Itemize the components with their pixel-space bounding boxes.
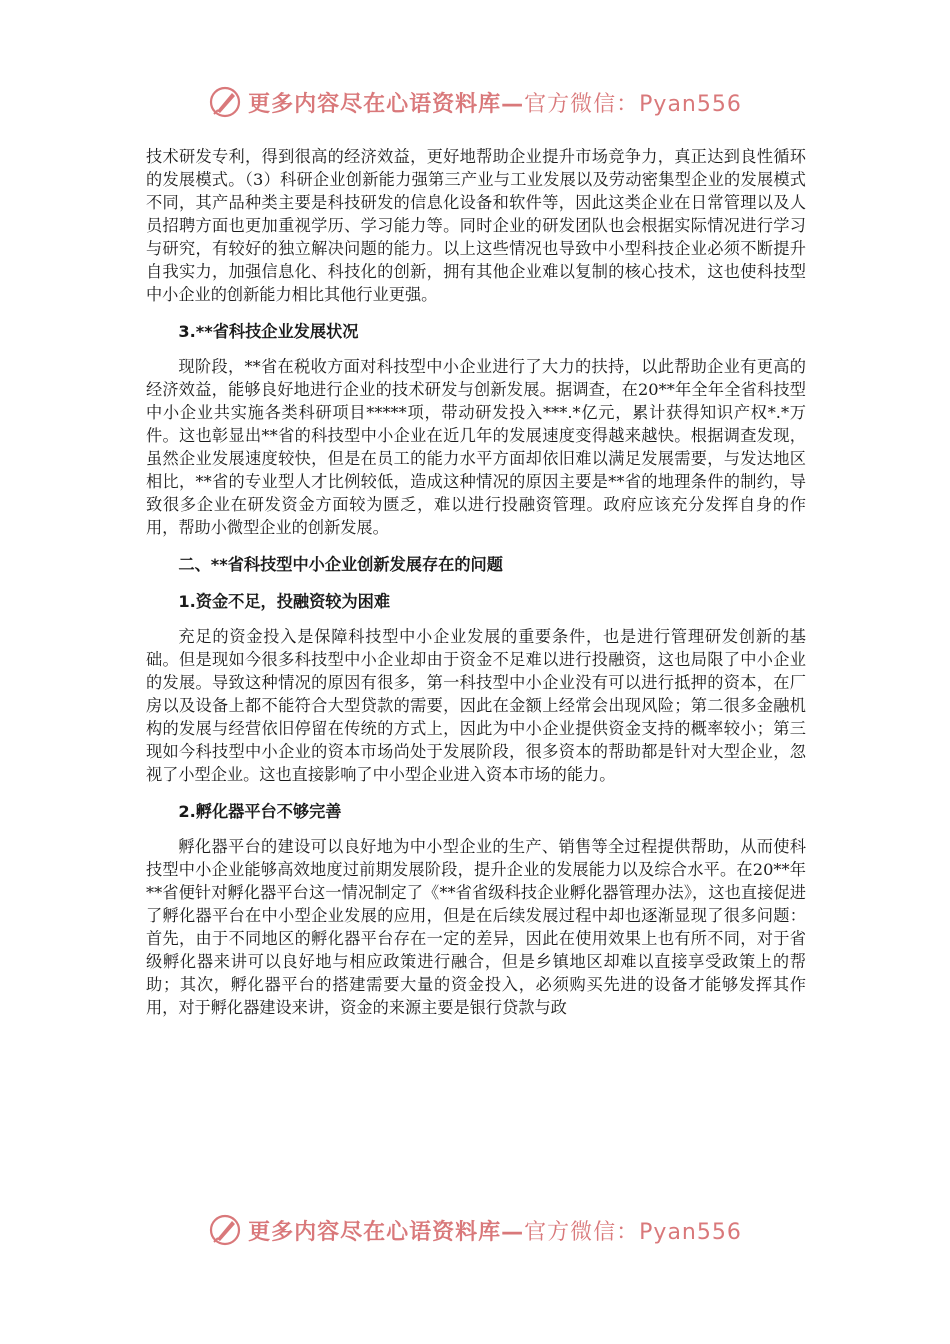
heading-incubator-platform: 2.孵化器平台不够完善 bbox=[178, 802, 342, 821]
header-wechat-label: 官方微信： bbox=[524, 91, 640, 117]
quill-logo-icon bbox=[208, 85, 242, 119]
header-banner bbox=[0, 80, 950, 124]
quill-logo-icon bbox=[208, 1213, 242, 1247]
footer-banner-text bbox=[248, 1215, 742, 1246]
header-banner-dash: — bbox=[501, 91, 525, 117]
footer-wechat-label: 官方微信： bbox=[524, 1219, 640, 1245]
heading-insufficient-funds: 1.资金不足，投融资较为困难 bbox=[178, 592, 391, 611]
paragraph-incubator-platform: 孵化器平台的建设可以良好地为中小型企业的生产、销售等全过程提供帮助，从而使科技型中小企业能够高效地度过前期发展阶段，提升企业的发展能力以及综合水平。在20**年**省便针对孵化器平台这一情况制定了《**省省级科技企业孵化器管理办法》，这也直接促进了孵化器平台在中小型企业发展的应用，但是在后续发展过程中却也逐渐显现了很多问题：首先，由于不同地区的孵化器平台存在一定的差异，因此在使用效果上也有所不同，对于省级孵化器来讲可以良好地与相应政策进行融合，但是乡镇地区却难以直接享受政策上的帮助；其次，孵化器平台的搭建需要大量的资金投入，必须购买先进的设备才能够发挥其作用，对于孵化器建设来讲，资金的来源主要是银行贷款与政 bbox=[146, 837, 806, 1017]
footer-banner bbox=[0, 1208, 950, 1252]
heading-provincial-status: 3.**省科技企业发展状况 bbox=[178, 322, 359, 341]
footer-wechat-id: Pyan556 bbox=[639, 1219, 742, 1245]
document-body bbox=[146, 145, 806, 1019]
section-heading-problems: 二、**省科技型中小企业创新发展存在的问题 bbox=[178, 555, 503, 574]
paragraph-provincial-status: 现阶段，**省在税收方面对科技型中小企业进行了大力的扶持，以此帮助企业有更高的经济效益，能够良好地进行企业的技术研发与创新发展。据调查，在20**年全年全省科技型中小企业共实施各类科研项目*****项，带动研发投入***.*亿元，累计获得知识产权*.*万件。这也彰显出**省的科技型中小企业在近几年的发展速度变得越来越快。根据调查发现，虽然企业发展速度较快，但是在员工的能力水平方面却依旧难以满足发展需要，与发达地区相比，**省的专业型人才比例较低，造成这种情况的原因主要是**省的地理条件的制约，导致很多企业在研发资金方面较为匮乏，难以进行投融资管理。政府应该充分发挥自身的作用，帮助小微型企业的创新发展。 bbox=[146, 357, 806, 537]
header-banner-text bbox=[248, 87, 742, 118]
header-wechat-id: Pyan556 bbox=[639, 91, 742, 117]
paragraph-insufficient-funds: 充足的资金投入是保障科技型中小企业发展的重要条件，也是进行管理研发创新的基础。但是现如今很多科技型中小企业却由于资金不足难以进行投融资，这也局限了中小企业的发展。导致这种情况的原因有很多，第一科技型中小企业没有可以进行抵押的资本，在厂房以及设备上都不能符合大型贷款的需要，因此在金额上经常会出现风险；第二很多金融机构的发展与经营依旧停留在传统的方式上，因此为中小企业提供资金支持的概率较小；第三现如今科技型中小企业的资本市场尚处于发展阶段，很多资本的帮助都是针对大型企业，忽视了小型企业。这也直接影响了中小型企业进入资本市场的能力。 bbox=[146, 627, 806, 784]
header-banner-title: 更多内容尽在心语资料库 bbox=[248, 91, 502, 117]
intro-paragraph: 技术研发专利，得到很高的经济效益，更好地帮助企业提升市场竞争力，真正达到良性循环的发展模式。（3）科研企业创新能力强第三产业与工业发展以及劳动密集型企业的发展模式不同，其产品种类主要是科技研发的信息化设备和软件等，因此这类企业在日常管理以及人员招聘方面也更加重视学历、学习能力等。同时企业的研发团队也会根据实际情况进行学习与研究，有较好的独立解决问题的能力。以上这些情况也导致中小型科技企业必须不断提升自我实力，加强信息化、科技化的创新，拥有其他企业难以复制的核心技术，这也使科技型中小企业的创新能力相比其他行业更强。 bbox=[146, 147, 806, 304]
footer-banner-title: 更多内容尽在心语资料库 bbox=[248, 1219, 502, 1245]
footer-banner-dash: — bbox=[501, 1219, 525, 1245]
